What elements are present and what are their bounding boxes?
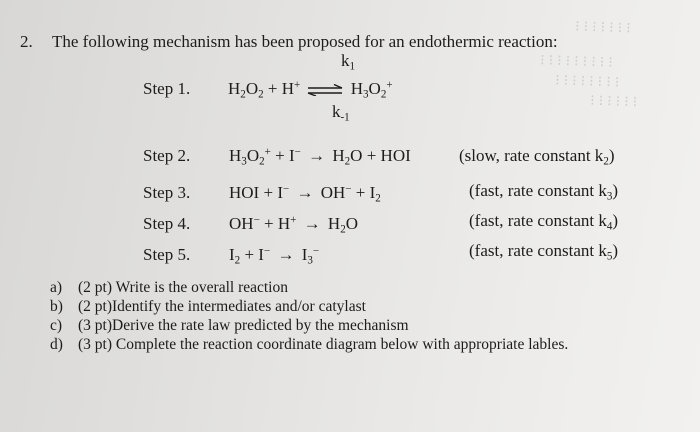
reaction-arrow: → xyxy=(277,245,295,264)
reaction-arrow: → xyxy=(308,146,326,165)
part-a-text: (2 pt) Write is the overall reaction xyxy=(78,279,288,296)
reverse-rate-constant: $k_{-1}$ xyxy=(332,102,350,124)
bleed-through-text: ⁝ ⁝ ⁝ ⁝ ⁝ ⁝ xyxy=(589,93,638,111)
part-b-text: (2 pt)Identify the intermediates and/or catylast xyxy=(78,298,366,315)
step-2-equation: $H_3O_2^+ + I^- \to H_2O$ + HOI xyxy=(229,145,411,168)
step-4-equation: $OH^- + H^+ \to H_2O$ xyxy=(229,213,358,236)
part-b-letter: b) xyxy=(50,298,63,315)
reaction-arrow: → xyxy=(296,183,314,202)
step-2-label: Step 2. xyxy=(143,146,191,165)
bleed-through-text: ⁝ ⁝ ⁝ ⁝ ⁝ ⁝ ⁝ xyxy=(574,19,632,37)
question-number: 2. xyxy=(20,32,33,51)
step-5-note: (fast, rate constant $k_5$) xyxy=(469,241,619,263)
step-2-note: (slow, rate constant $k_2$) xyxy=(459,146,615,168)
bleed-through-text: ⁝ ⁝ ⁝ ⁝ ⁝ ⁝ ⁝ ⁝ xyxy=(554,72,620,92)
step-5-equation: $I_2 + I^- \to I_3^-$ xyxy=(229,244,320,267)
forward-rate-constant: $k_1$ xyxy=(341,51,356,73)
step-5-label: Step 5. xyxy=(143,245,191,264)
part-c-text: (3 pt)Derive the rate law predicted by the mechanism xyxy=(78,317,409,334)
step-3-note: (fast, rate constant $k_3$) xyxy=(469,181,619,203)
question-prompt: The following mechanism has been proposed for an endothermic reaction: xyxy=(52,32,558,51)
equilibrium-arrow xyxy=(306,84,344,96)
step-4-label: Step 4. xyxy=(143,214,191,233)
part-d-letter: d) xyxy=(50,336,63,353)
part-d-text: (3 pt) Complete the reaction coordinate diagram below with appropriate lables. xyxy=(78,336,569,353)
step-3-equation: HOI + $I^- \to OH^- + I_2$ xyxy=(229,182,381,205)
step-1-label: Step 1. xyxy=(143,79,191,98)
reaction-arrow: → xyxy=(303,214,321,233)
part-c-letter: c) xyxy=(50,317,63,334)
step-4-note: (fast, rate constant $k_4$) xyxy=(469,211,619,233)
step-3-label: Step 3. xyxy=(143,183,191,202)
part-a-letter: a) xyxy=(50,279,63,296)
step-1-equation: $H_2O_2 + H^+$ $H_3O_2^+$ xyxy=(228,78,393,101)
bleed-through-text: ⁝ ⁝ ⁝ ⁝ ⁝ ⁝ ⁝ ⁝ ⁝ xyxy=(539,52,614,72)
